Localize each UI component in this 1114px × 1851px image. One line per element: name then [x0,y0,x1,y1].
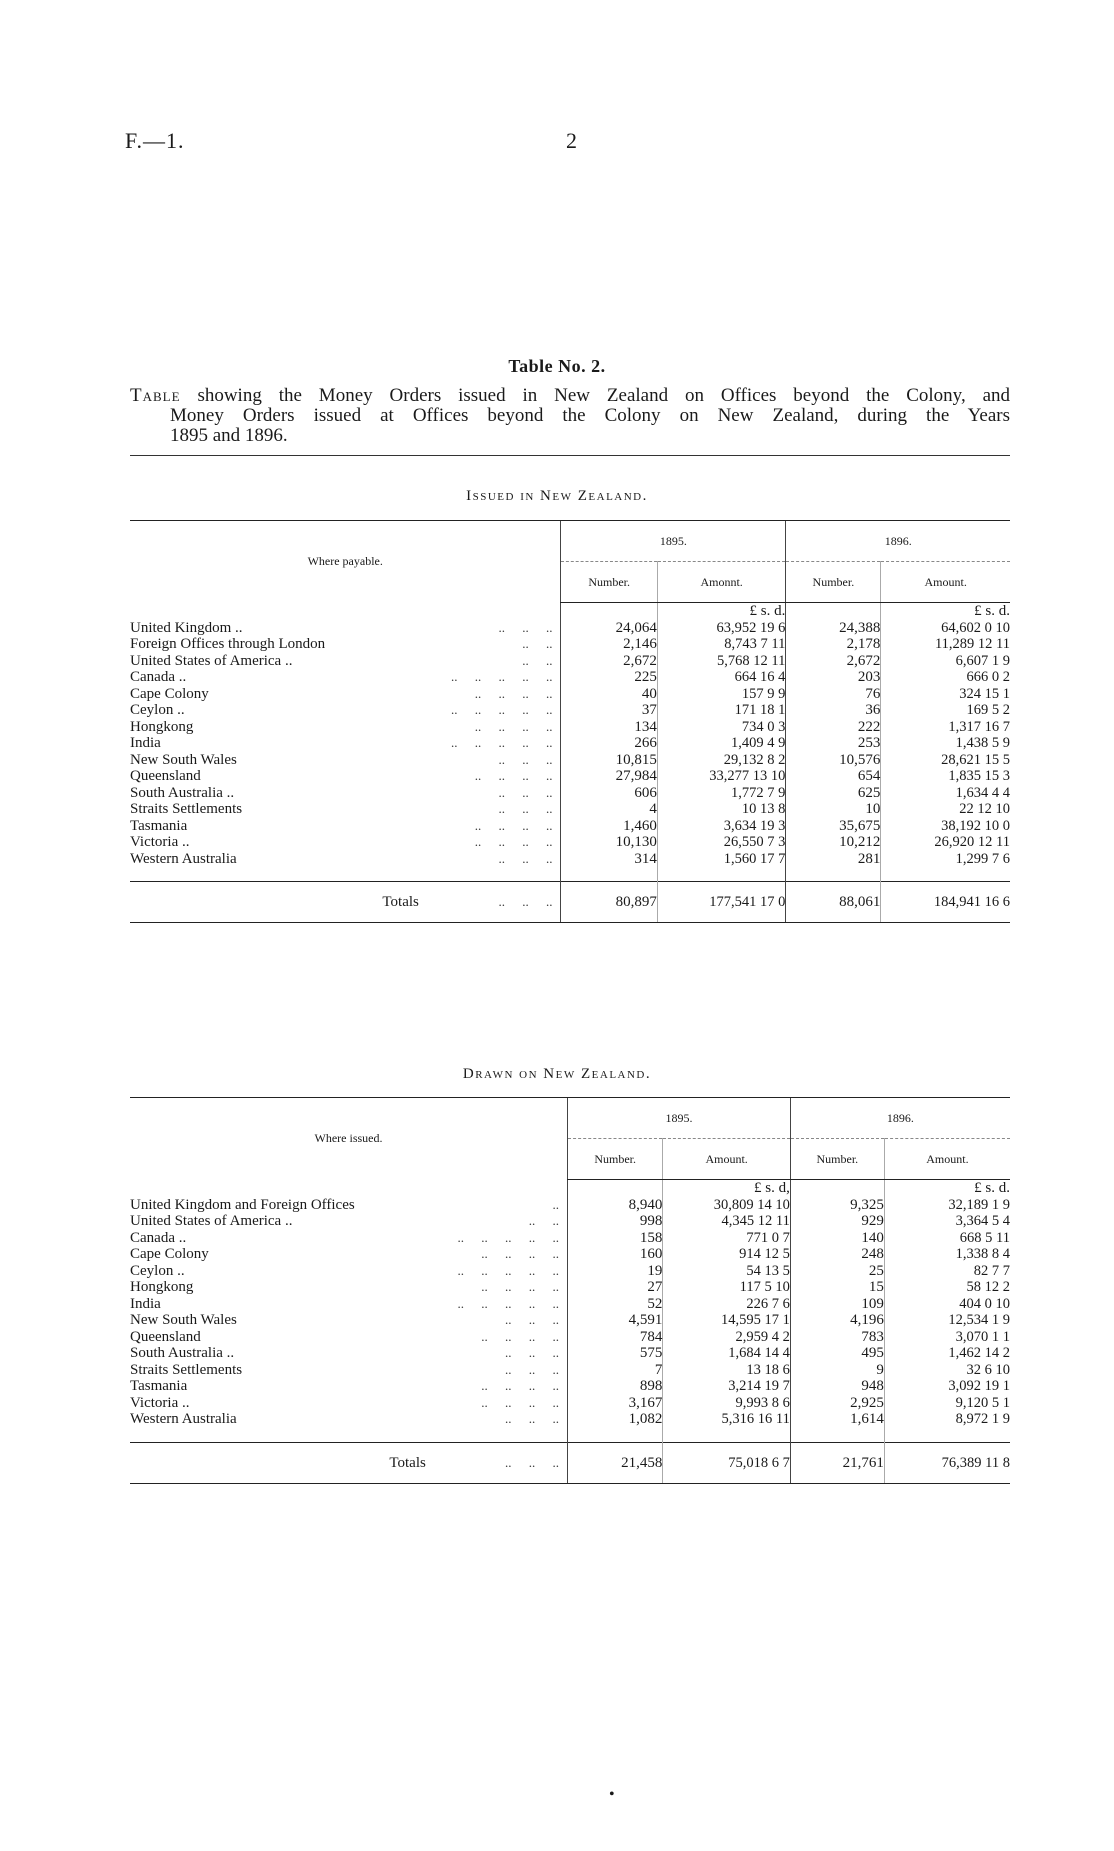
row-number-1895: 4 [561,801,657,818]
row-place: South Australia .. [130,784,235,801]
row-leader-dots: .. .. .. [498,784,553,800]
spacer-row [130,867,1010,882]
row-amount-1895: 9,993 8 6 [663,1395,790,1412]
totals-number-1896: 88,061 [786,882,881,923]
row-number-1895: 2,672 [561,653,657,670]
row-amount-1895: 13 18 6 [663,1362,790,1379]
table-row [130,1411,1010,1428]
row-number-1895: 898 [568,1378,663,1395]
row-amount-1896: 6,607 1 9 [881,653,1010,670]
row-leader-dots: .. .. [522,652,553,668]
row-amount-1895: 8,743 7 11 [657,636,786,653]
row-amount-1895: 5,316 16 11 [663,1411,790,1428]
row-number-1895: 314 [561,851,657,868]
row-place: Tasmania [130,817,188,834]
totals-leader-dots: .. .. .. [438,1442,568,1483]
row-number-1896: 24,388 [786,620,881,637]
table-row [130,1296,1010,1313]
row-number-1895: 134 [561,719,657,736]
row-amount-1896: 324 15 1 [881,686,1010,703]
row-place: Western Australia [130,1411,237,1428]
table-row [130,1329,1010,1346]
row-leader-dots: .. .. .. .. .. [450,735,553,751]
row-amount-1896: 3,092 19 1 [884,1378,1010,1395]
totals-number-1895: 80,897 [561,882,657,923]
row-number-1896: 783 [790,1329,884,1346]
row-leader-dots: .. .. .. .. [474,834,553,850]
caption-rule [130,455,1010,456]
row-amount-1895: 734 0 3 [657,719,786,736]
row-amount-1896: 3,364 5 4 [884,1213,1010,1230]
row-place: Canada .. [130,1229,187,1246]
totals-label: Totals [130,882,431,923]
row-amount-1896: 9,120 5 1 [884,1395,1010,1412]
row-place: Hongkong [130,718,194,735]
row-place: Queensland [130,768,201,785]
row-amount-1895: 5,768 12 11 [657,653,786,670]
totals-amount-1895: 177,541 17 0 [657,882,786,923]
table-row [130,818,1010,835]
issued-year-1895: 1895. [561,521,786,562]
row-leader-dots: .. .. .. .. .. [450,669,553,685]
totals-amount-1896: 184,941 16 6 [881,882,1010,923]
row-amount-1896: 82 7 7 [884,1263,1010,1280]
row-amount-1896: 404 0 10 [884,1296,1010,1313]
row-amount-1896: 1,634 4 4 [881,785,1010,802]
table-row [130,1378,1010,1395]
row-number-1896: 15 [790,1279,884,1296]
totals-number-1896: 21,761 [790,1442,884,1483]
row-place: South Australia .. [130,1345,235,1362]
row-place: Western Australia [130,850,237,867]
row-number-1896: 35,675 [786,818,881,835]
row-amount-1895: 1,772 7 9 [657,785,786,802]
spacer-cell [663,1428,790,1443]
row-amount-1896: 28,621 15 5 [881,752,1010,769]
table-row [130,801,1010,818]
table-row [130,1312,1010,1329]
row-number-1895: 606 [561,785,657,802]
row-number-1895: 1,460 [561,818,657,835]
totals-label: Totals [130,1442,438,1483]
row-amount-1896: 1,338 8 4 [884,1246,1010,1263]
spacer-cell [130,1428,568,1443]
row-number-1895: 10,815 [561,752,657,769]
row-leader-dots: .. .. .. .. [481,1378,560,1394]
row-number-1895: 784 [568,1329,663,1346]
row-number-1895: 52 [568,1296,663,1313]
row-place: United States of America .. [130,1213,293,1230]
drawn-year-1896: 1896. [790,1098,1010,1139]
spacer-cell [657,867,786,882]
row-number-1896: 625 [786,785,881,802]
issued-col-number-1896: Number. [786,562,881,603]
table-row [130,1345,1010,1362]
table-caption [130,386,1010,446]
row-place: Victoria .. [130,834,190,851]
row-place: Victoria .. [130,1394,190,1411]
row-place: Queensland [130,1328,201,1345]
row-place: New South Wales [130,751,237,768]
row-amount-1895: 1,409 4 9 [657,735,786,752]
row-leader-dots: .. .. .. [505,1361,560,1377]
table-row [130,768,1010,785]
row-amount-1896: 169 5 2 [881,702,1010,719]
row-number-1896: 253 [786,735,881,752]
row-place: Canada .. [130,669,187,686]
row-place: Cape Colony [130,685,209,702]
row-leader-dots: .. .. .. [505,1411,560,1427]
table-row [130,686,1010,703]
row-number-1896: 10 [786,801,881,818]
row-number-1895: 37 [561,702,657,719]
table-row [130,702,1010,719]
table-row [130,636,1010,653]
row-place: United Kingdom and Foreign Offices [130,1196,355,1213]
row-amount-1896: 11,289 12 11 [881,636,1010,653]
row-number-1895: 10,130 [561,834,657,851]
row-number-1896: 2,178 [786,636,881,653]
row-amount-1895: 157 9 9 [657,686,786,703]
caption-line-2: Money Orders issued at Offices beyond the Colony on New Zealand, during the Years [170,405,1010,426]
row-place: Ceylon .. [130,1262,185,1279]
row-leader-dots: .. .. .. .. .. [450,702,553,718]
row-amount-1895: 29,132 8 2 [657,752,786,769]
row-number-1895: 4,591 [568,1312,663,1329]
spacer-cell [881,867,1010,882]
row-number-1896: 10,212 [786,834,881,851]
issued-col-amount-1896: Amount. [881,562,1010,603]
row-amount-1896: 32,189 1 9 [884,1197,1010,1214]
row-amount-1895: 26,550 7 3 [657,834,786,851]
row-place: New South Wales [130,1312,237,1329]
drawn-col-place: Where issued. [130,1098,568,1180]
totals-amount-1896: 76,389 11 8 [884,1442,1010,1483]
row-number-1896: 654 [786,768,881,785]
caption-line-3: 1895 and 1896. [170,425,288,446]
table-row [130,1213,1010,1230]
row-amount-1896: 8,972 1 9 [884,1411,1010,1428]
spacer-cell [786,867,881,882]
row-number-1895: 160 [568,1246,663,1263]
totals-row [130,882,1010,923]
row-number-1896: 10,576 [786,752,881,769]
row-leader-dots: .. .. .. [498,801,553,817]
row-leader-dots: .. .. .. [505,1345,560,1361]
row-leader-dots: .. .. .. .. .. [457,1295,560,1311]
row-leader-dots: .. .. .. .. [481,1394,560,1410]
row-number-1896: 248 [790,1246,884,1263]
drawn-units-1896: £ s. d. [884,1180,1010,1197]
row-amount-1895: 54 13 5 [663,1263,790,1280]
caption-line-1: showing the Money Orders issued in New Zealand on Offices beyond the Colony, and [197,385,1011,406]
row-number-1896: 281 [786,851,881,868]
row-amount-1895: 1,560 17 7 [657,851,786,868]
row-leader-dots: .. .. [528,1213,560,1229]
table-row [130,834,1010,851]
row-leader-dots: .. .. .. .. .. [457,1262,560,1278]
row-amount-1895: 171 18 1 [657,702,786,719]
row-number-1895: 8,940 [568,1197,663,1214]
row-number-1895: 575 [568,1345,663,1362]
row-leader-dots: .. .. .. .. [474,718,553,734]
row-leader-dots: .. .. .. .. [474,817,553,833]
row-number-1896: 36 [786,702,881,719]
table-row [130,1362,1010,1379]
row-amount-1896: 1,462 14 2 [884,1345,1010,1362]
drawn-units-1895: £ s. d, [663,1180,790,1197]
row-amount-1895: 1,684 14 4 [663,1345,790,1362]
page-number: 2 [566,128,577,153]
drawn-col-amount-1896: Amount. [884,1139,1010,1180]
row-number-1896: 4,196 [790,1312,884,1329]
drawn-col-amount-1895: Amount. [663,1139,790,1180]
row-number-1895: 998 [568,1213,663,1230]
row-amount-1895: 3,634 19 3 [657,818,786,835]
footer-mark: • [609,1786,615,1803]
row-place: India [130,1295,161,1312]
row-place: Straits Settlements [130,1361,243,1378]
row-amount-1896: 1,317 16 7 [881,719,1010,736]
row-leader-dots: .. .. .. .. .. [457,1229,560,1245]
row-place: India [130,735,161,752]
row-number-1896: 2,672 [786,653,881,670]
row-leader-dots: .. .. .. [505,1312,560,1328]
table-row [130,1395,1010,1412]
row-number-1896: 140 [790,1230,884,1247]
row-amount-1895: 63,952 19 6 [657,620,786,637]
table-row [130,752,1010,769]
issued-col-place: Where payable. [130,521,561,603]
table-row [130,1197,1010,1214]
row-place: Cape Colony [130,1246,209,1263]
page-reference: F.—1. [125,128,185,153]
table-row [130,669,1010,686]
spacer-cell [568,1428,663,1443]
row-number-1896: 929 [790,1213,884,1230]
totals-leader-dots: .. .. .. [431,882,561,923]
row-number-1895: 225 [561,669,657,686]
row-leader-dots: .. .. .. [498,751,553,767]
spacer-cell [884,1428,1010,1443]
row-amount-1895: 664 16 4 [657,669,786,686]
row-leader-dots: .. .. .. .. [481,1279,560,1295]
row-amount-1896: 38,192 10 0 [881,818,1010,835]
row-amount-1896: 1,299 7 6 [881,851,1010,868]
row-amount-1896: 1,835 15 3 [881,768,1010,785]
row-amount-1896: 668 5 11 [884,1230,1010,1247]
table-title: Table No. 2. [508,356,606,376]
table-row [130,719,1010,736]
row-amount-1896: 26,920 12 11 [881,834,1010,851]
row-place: Ceylon .. [130,702,185,719]
issued-col-amount-1895: Amonnt. [657,562,786,603]
row-number-1895: 1,082 [568,1411,663,1428]
row-amount-1895: 33,277 13 10 [657,768,786,785]
row-number-1895: 19 [568,1263,663,1280]
drawn-table [130,1097,1010,1484]
row-amount-1895: 30,809 14 10 [663,1197,790,1214]
spacer-cell [561,867,657,882]
row-number-1895: 158 [568,1230,663,1247]
drawn-col-number-1895: Number. [568,1139,663,1180]
row-leader-dots: .. [552,1196,560,1212]
row-number-1896: 495 [790,1345,884,1362]
drawn-col-number-1896: Number. [790,1139,884,1180]
row-place: Foreign Offices through London [130,636,326,653]
row-number-1895: 3,167 [568,1395,663,1412]
row-place: United Kingdom .. [130,619,243,636]
row-number-1896: 1,614 [790,1411,884,1428]
row-amount-1895: 226 7 6 [663,1296,790,1313]
issued-col-number-1895: Number. [561,562,657,603]
row-place: Tasmania [130,1378,188,1395]
spacer-cell [790,1428,884,1443]
row-amount-1896: 1,438 5 9 [881,735,1010,752]
spacer-row [130,1428,1010,1443]
row-number-1895: 266 [561,735,657,752]
row-number-1896: 9,325 [790,1197,884,1214]
row-amount-1895: 2,959 4 2 [663,1329,790,1346]
row-amount-1896: 3,070 1 1 [884,1329,1010,1346]
table-row [130,1246,1010,1263]
row-number-1896: 76 [786,686,881,703]
row-amount-1896: 12,534 1 9 [884,1312,1010,1329]
drawn-section-title: Drawn on New Zealand. [462,1066,652,1082]
table-row [130,620,1010,637]
issued-section-title: Issued in New Zealand. [466,488,648,504]
row-number-1896: 9 [790,1362,884,1379]
issued-year-1896: 1896. [786,521,1010,562]
row-leader-dots: .. .. .. .. [481,1328,560,1344]
issued-table [130,520,1010,923]
row-amount-1896: 58 12 2 [884,1279,1010,1296]
row-number-1896: 948 [790,1378,884,1395]
row-amount-1896: 64,602 0 10 [881,620,1010,637]
row-amount-1895: 4,345 12 11 [663,1213,790,1230]
table-row [130,1279,1010,1296]
row-number-1895: 27,984 [561,768,657,785]
row-place: Straits Settlements [130,801,243,818]
row-amount-1895: 117 5 10 [663,1279,790,1296]
table-row [130,785,1010,802]
row-number-1895: 2,146 [561,636,657,653]
row-amount-1896: 22 12 10 [881,801,1010,818]
table-row [130,851,1010,868]
row-number-1895: 27 [568,1279,663,1296]
table-row [130,1263,1010,1280]
caption-lead: Table [130,385,181,406]
spacer-cell [130,867,561,882]
row-amount-1895: 3,214 19 7 [663,1378,790,1395]
table-row [130,653,1010,670]
row-amount-1895: 10 13 8 [657,801,786,818]
row-number-1896: 109 [790,1296,884,1313]
totals-amount-1895: 75,018 6 7 [663,1442,790,1483]
row-amount-1896: 666 0 2 [881,669,1010,686]
drawn-year-1895: 1895. [568,1098,791,1139]
row-leader-dots: .. .. .. .. [474,685,553,701]
table-row [130,735,1010,752]
row-number-1895: 24,064 [561,620,657,637]
row-number-1896: 222 [786,719,881,736]
issued-units-1896: £ s. d. [881,603,1010,620]
row-amount-1895: 914 12 5 [663,1246,790,1263]
row-leader-dots: .. .. .. [498,619,553,635]
row-leader-dots: .. .. .. .. [474,768,553,784]
row-number-1896: 25 [790,1263,884,1280]
table-row [130,1230,1010,1247]
row-place: Hongkong [130,1279,194,1296]
totals-row [130,1442,1010,1483]
totals-number-1895: 21,458 [568,1442,663,1483]
row-place: United States of America .. [130,652,293,669]
row-amount-1895: 771 0 7 [663,1230,790,1247]
row-amount-1896: 32 6 10 [884,1362,1010,1379]
row-number-1896: 203 [786,669,881,686]
row-number-1895: 7 [568,1362,663,1379]
row-amount-1895: 14,595 17 1 [663,1312,790,1329]
row-number-1896: 2,925 [790,1395,884,1412]
row-leader-dots: .. .. .. [498,850,553,866]
issued-units-1895: £ s. d. [657,603,786,620]
row-number-1895: 40 [561,686,657,703]
row-leader-dots: .. .. [522,636,553,652]
row-leader-dots: .. .. .. .. [481,1246,560,1262]
